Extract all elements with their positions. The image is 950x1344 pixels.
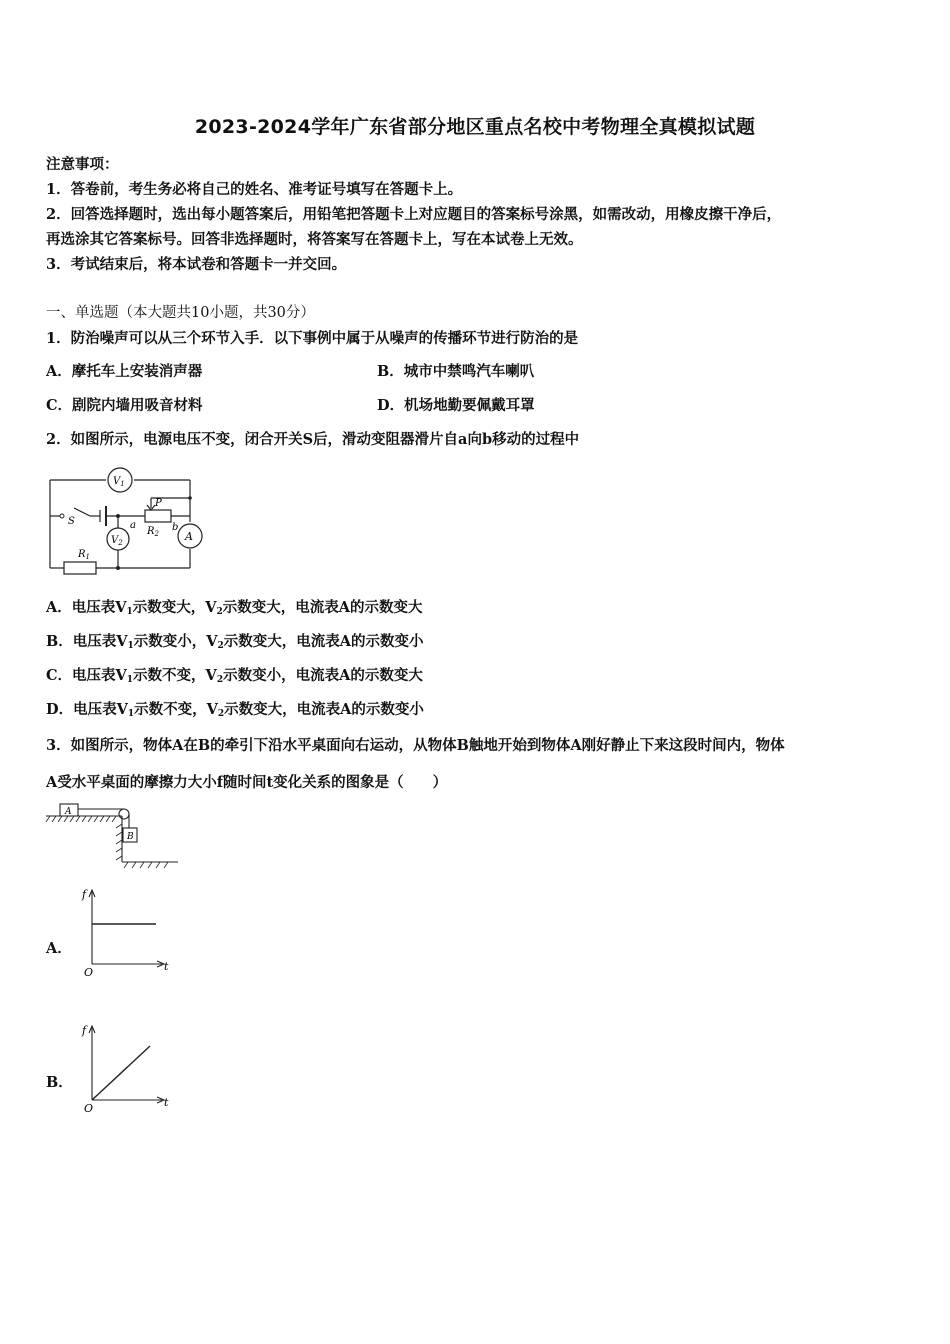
graph-b-origin: O	[84, 1102, 94, 1115]
notice-item-3: 3．考试结束后，将本试卷和答题卡一并交回。	[46, 256, 347, 273]
q2-option-c: C．电压表$V_1$示数不变，$V_2$示数变小，电流表A的示数变大	[46, 667, 423, 685]
q1-stem: 1．防治噪声可以从三个环节入手．以下事例中属于从噪声的传播环节进行防治的是	[46, 330, 579, 347]
section-heading: 一、单选题（本大题共10小题，共30分）	[46, 305, 315, 321]
q2-stem: 2．如图所示，电源电压不变，闭合开关S后，滑动变阻器滑片自a向b移动的过程中	[46, 431, 580, 448]
q3-option-b-label: B．	[46, 1074, 73, 1091]
q3-stem-line2: A受水平桌面的摩擦力大小f随时间t变化关系的图象是（ ）	[46, 774, 448, 791]
q1-option-c: C．剧院内墙用吸音材料	[46, 397, 203, 414]
graph-b-line	[92, 1046, 150, 1100]
q2-circuit-diagram	[40, 460, 210, 578]
v2-label: $V_2$	[111, 535, 123, 547]
q3-option-b-graph	[78, 1020, 178, 1115]
q3-option-a-graph	[78, 884, 178, 979]
q2-option-d: D．电压表$V_1$示数不变，$V_2$示数变大，电流表A的示数变小	[46, 701, 424, 719]
notice-item-1: 1．答卷前，考生务必将自己的姓名、准考证号填写在答题卡上。	[46, 181, 463, 198]
q1-option-d: D．机场地勤要佩戴耳罩	[377, 397, 535, 414]
notice-item-2: 2．回答选择题时，选出每小题答案后，用铅笔把答题卡上对应题目的答案标号涂黑，如需改动，用橡皮擦干净后，	[46, 206, 782, 223]
r2-label: $R_2$	[147, 526, 159, 538]
ammeter-label: A	[185, 530, 193, 543]
point-b-label: b	[172, 522, 179, 533]
v1-label: $V_1$	[113, 476, 125, 488]
graph-a-y-label: f	[82, 888, 87, 901]
q2-option-b: B．电压表$V_1$示数变小，$V_2$示数变大，电流表A的示数变小	[46, 633, 424, 651]
page-title: 2023-2024学年广东省部分地区重点名校中考物理全真模拟试题	[194, 116, 756, 138]
slider-label: P	[155, 498, 162, 509]
graph-a-x-label: t	[164, 960, 169, 973]
block-a-label: A	[65, 807, 72, 817]
q1-option-b: B．城市中禁鸣汽车喇叭	[377, 363, 535, 380]
q3-option-a-label: A．	[46, 940, 72, 957]
q3-pulley-figure	[44, 800, 184, 875]
notice-heading: 注意事项：	[46, 156, 119, 173]
point-a-label: a	[130, 520, 136, 531]
graph-b-x-label: t	[164, 1096, 169, 1109]
notice-item-2-cont: 再选涂其它答案标号。回答非选择题时，将答案写在答题卡上，写在本试卷上无效。	[46, 231, 583, 248]
r1-label: $R_1$	[78, 549, 90, 561]
graph-b-y-label: f	[82, 1024, 87, 1037]
graph-a-origin: O	[84, 966, 94, 979]
switch-label: S	[68, 516, 75, 527]
q3-stem-line1: 3．如图所示，物体A在B的牵引下沿水平桌面向右运动，从物体B触地开始到物体A刚好静止下来这段时间内，物体	[46, 737, 785, 754]
q2-option-a: A．电压表$V_1$示数变大，$V_2$示数变大，电流表A的示数变大	[46, 599, 423, 617]
q1-option-a: A．摩托车上安装消声器	[46, 363, 203, 380]
block-b-label: B	[127, 832, 134, 842]
